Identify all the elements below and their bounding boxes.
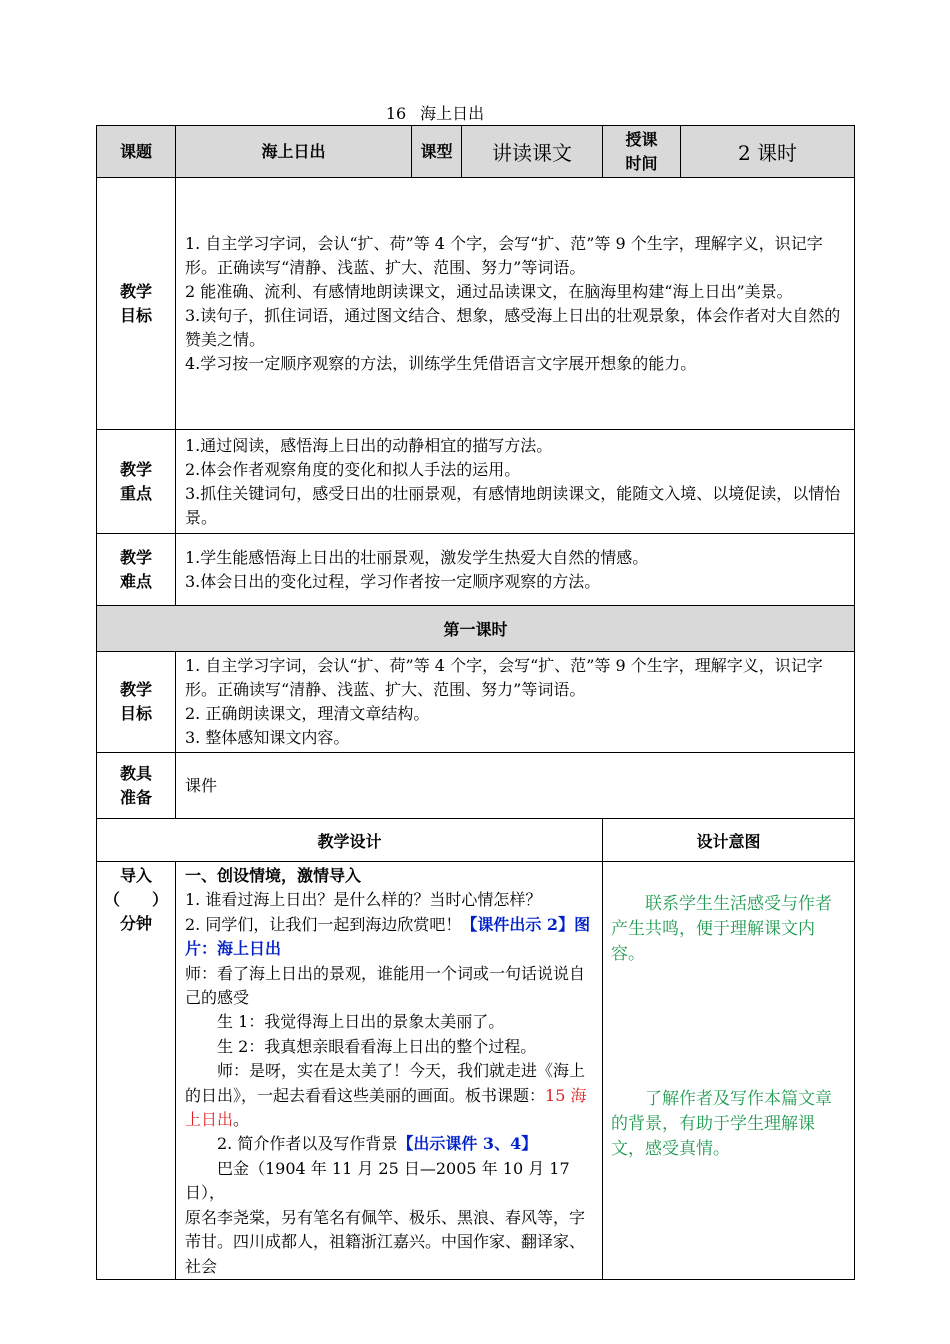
period-goal-item: 1. 自主学习字词，会认“扩、荷”等 4 个字，会写“扩、范”等 9 个生字，理解字义，识记字形。正确读写“清静、浅蓝、扩大、范围、努力”等词语。 [185, 656, 823, 699]
difficulties-row [97, 534, 855, 606]
goals-content [176, 178, 855, 430]
teacher-line-1: 师：看了海上日出的景观，谁能用一个词或一句话说说自己的感受 [185, 963, 586, 1008]
intro-label-line-2: （ ） [103, 890, 168, 909]
difficulty-item: 1.学生能感悟海上日出的壮丽景观，激发学生热爱大自然的情感。 [185, 547, 649, 567]
bio-line-1: 巴金（1904 年 11 月 25 日—2005 年 10 月 17 日）， [185, 1158, 570, 1203]
goal-item: 3.读句子，抓住词语，通过图文结合、想象，感受海上日出的壮观景象，体会作者对大自然的赞美之情。 [185, 305, 841, 349]
time-label [603, 126, 681, 178]
goal-item: 2 能准确、流利、有感情地朗读课文，通过品读课文，在脑海里构建“海上日出”美景。 [185, 281, 793, 301]
time-label-line-1: 授课 [625, 129, 658, 149]
period-title: 第一课时 [97, 606, 855, 652]
key-points-label-line-1: 教学 [119, 459, 152, 479]
period-row [97, 606, 855, 652]
difficulties-label-line-1: 教学 [119, 547, 152, 567]
lesson-plan-table [96, 125, 854, 1280]
time-value: 2 课时 [681, 126, 855, 178]
tools-row [97, 753, 855, 819]
period-goals-content [176, 652, 855, 753]
student-line-1: 生 1：我觉得海上日出的景象太美丽了。 [217, 1012, 505, 1032]
intro-question-2 [185, 913, 600, 962]
period-goals-label [97, 652, 176, 753]
courseware-note: 【课件出示 2】图片：海上日出 [185, 914, 591, 959]
goal-item: 1. 自主学习字词，会认“扩、荷”等 4 个字，会写“扩、范”等 9 个生字，理解字义，识记字形。正确读写“清静、浅蓝、扩大、范围、努力”等词语。 [185, 233, 823, 277]
student-line-2: 生 2：我真想亲眼看看海上日出的整个过程。 [217, 1036, 537, 1056]
author-courseware-note: 【出示课件 3、4】 [397, 1134, 538, 1154]
bio-line-2: 原名李尧棠，另有笔名有佩竿、极乐、黑浪、春风等，字芾甘。四川成都人，祖籍浙江嘉兴。中国作家、翻译家、社会 [185, 1207, 586, 1276]
period-goal-item: 2. 正确朗读课文，理清文章结构。 [185, 704, 430, 723]
intro-label [97, 862, 176, 1280]
design-header-right: 设计意图 [603, 819, 855, 862]
period-goal-item: 3. 整体感知课文内容。 [185, 728, 350, 747]
teacher-line-2-text: 师：是呀，实在是太美了！今天，我们就走进《海上的日出》，一起去看看这些美丽的画面。板书课题： [185, 1061, 586, 1105]
difficulty-item: 3.体会日出的变化过程，学习作者按一定顺序观察的方法。 [185, 571, 601, 591]
author-intro-line [185, 1132, 600, 1156]
type-label: 课型 [412, 126, 462, 178]
goals-label-line-1: 教学 [119, 281, 152, 301]
difficulties-label [97, 534, 176, 606]
tools-label [97, 753, 176, 819]
intro-heading: 一、创设情境，激情导入 [185, 866, 362, 885]
tools-label-line-2: 准备 [119, 787, 152, 807]
design-header-row [97, 819, 855, 862]
teacher-line-2 [185, 1059, 600, 1132]
lesson-number: 16 [385, 104, 407, 123]
key-point-item: 1.通过阅读，感悟海上日出的动静相宜的描写方法。 [185, 435, 553, 455]
design-intent [603, 862, 855, 1280]
period-goals-label-line-1: 教学 [119, 680, 152, 699]
document-title [0, 101, 870, 124]
lesson-title: 海上日出 [420, 104, 485, 123]
topic-label: 课题 [97, 126, 176, 178]
intro-question-2-text: 2. 同学们，让我们一起到海边欣赏吧！ [185, 914, 462, 934]
tools-label-line-1: 教具 [119, 763, 152, 783]
key-points-content [176, 430, 855, 534]
board-title: 15 海上日出 [185, 1085, 587, 1130]
key-points-label [97, 430, 176, 534]
intro-question-1: 1. 谁看过海上日出？是什么样的？当时心情怎样？ [185, 890, 542, 910]
intro-content [176, 862, 603, 1280]
info-row [97, 126, 855, 178]
period-goals-label-line-2: 目标 [119, 704, 152, 723]
difficulties-content [176, 534, 855, 606]
goals-label-line-2: 目标 [119, 305, 152, 325]
key-point-item: 3.抓住关键词句，感受日出的壮丽景观，有感情地朗读课文，能随文入境、以境促读，以情怡景。 [185, 483, 841, 527]
type-value: 讲读课文 [462, 126, 603, 178]
author-intro-text: 2. 简介作者以及写作背景 [217, 1134, 398, 1154]
difficulties-label-line-2: 难点 [119, 571, 152, 591]
tools-value: 课件 [176, 753, 855, 819]
intro-row [97, 862, 855, 1280]
goal-item: 4.学习按一定顺序观察的方法，训练学生凭借语言文字展开想象的能力。 [185, 353, 697, 373]
time-label-line-2: 时间 [625, 153, 658, 173]
intent-note-2: 了解作者及写作本篇文章的背景，有助于学生理解课文，感受真情。 [611, 1089, 832, 1159]
board-title-end: 。 [233, 1110, 250, 1130]
goals-label [97, 178, 176, 430]
design-header-left: 教学设计 [97, 819, 603, 862]
goals-row [97, 178, 855, 430]
topic-value: 海上日出 [176, 126, 412, 178]
intro-label-line-3: 分钟 [119, 914, 152, 933]
intro-label-line-1: 导入 [119, 866, 152, 885]
period-goals-row [97, 652, 855, 753]
key-point-item: 2.体会作者观察角度的变化和拟人手法的运用。 [185, 459, 521, 479]
key-points-row [97, 430, 855, 534]
intent-note-1: 联系学生生活感受与作者产生共鸣，便于理解课文内容。 [611, 894, 832, 964]
key-points-label-line-2: 重点 [119, 483, 152, 503]
